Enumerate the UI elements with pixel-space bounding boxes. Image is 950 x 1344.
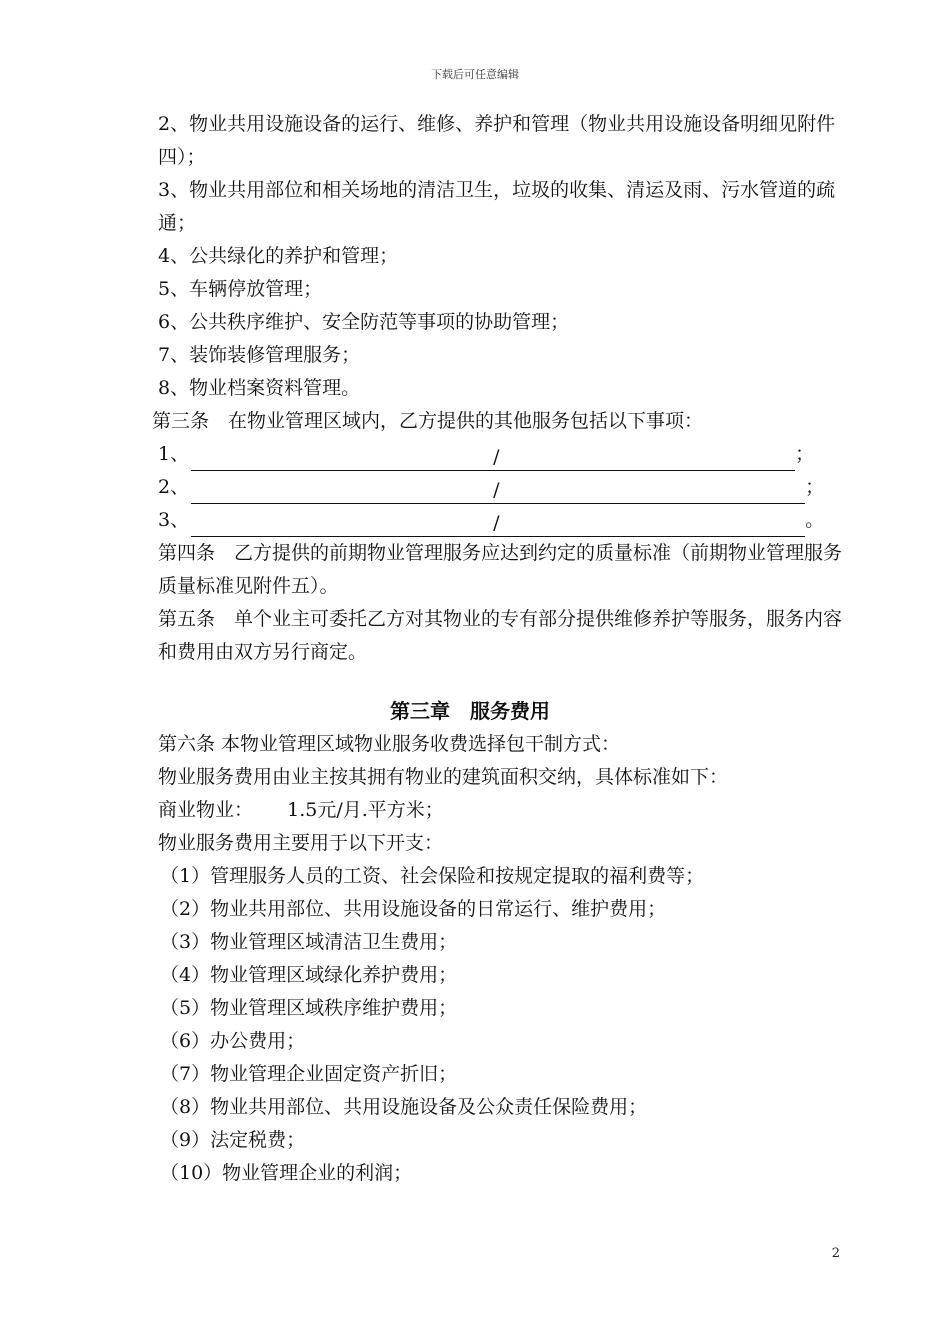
- blank-row-2-slash: /: [493, 479, 500, 501]
- expense-item-3: （3）物业管理区域清洁卫生费用；: [160, 931, 458, 953]
- expense-item-4: （4）物业管理区域绿化养护费用；: [160, 964, 458, 986]
- article-4-text: 第四条 乙方提供的前期物业管理服务应达到约定的质量标准（前期物业管理服务质量标准见附件五）。: [158, 542, 843, 597]
- commercial-rate-line: [112, 794, 842, 827]
- fee-uses-intro: 物业服务费用主要用于以下开支：: [158, 832, 444, 854]
- blank-row-1-number: 1、: [158, 443, 190, 465]
- service-item-6: 6、公共秩序维护、安全防范等事项的协助管理；: [158, 311, 570, 333]
- blank-row-3-slash: /: [493, 512, 500, 534]
- commercial-rate-value: 1.5元/月.平方米；: [287, 799, 444, 821]
- blank-row-1-slash: /: [493, 446, 500, 468]
- expense-item-2: （2）物业共用部位、共用设施设备的日常运行、维护费用；: [160, 898, 667, 920]
- article-5-text: 第五条 单个业主可委托乙方对其物业的专有部分提供维修养护等服务，服务内容和费用由双方另行商定。: [158, 608, 843, 663]
- fee-basis-text: 物业服务费用由业主按其拥有物业的建筑面积交纳，具体标准如下：: [158, 766, 729, 788]
- expense-list: [112, 860, 842, 1190]
- blank-row-3-number: 3、: [158, 509, 190, 531]
- service-item-8: 8、物业档案资料管理。: [158, 377, 361, 399]
- expense-item-5: （5）物业管理区域秩序维护费用；: [160, 997, 458, 1019]
- article-3-text: 第三条 在物业管理区域内，乙方提供的其他服务包括以下事项：: [152, 410, 704, 432]
- blank-row-3: [112, 504, 842, 537]
- expense-item-6: （6）办公费用；: [160, 1030, 306, 1052]
- expense-item-9: （9）法定税费；: [160, 1129, 306, 1151]
- page-header-note: 下载后可任意编辑: [431, 68, 519, 81]
- blank-row-1-end: ；: [795, 443, 815, 465]
- service-item-7: 7、装饰装修管理服务；: [158, 344, 361, 366]
- blank-row-2-end: ；: [805, 476, 825, 498]
- expense-item-8: （8）物业共用部位、共用设施设备及公众责任保险费用；: [160, 1096, 648, 1118]
- commercial-rate-label: 商业物业：: [158, 799, 254, 821]
- expense-item-1: （1）管理服务人员的工资、社会保险和按规定提取的福利费等；: [160, 865, 705, 887]
- service-item-4: 4、公共绿化的养护和管理；: [158, 245, 399, 267]
- expense-item-7: （7）物业管理企业固定资产折旧；: [160, 1063, 458, 1085]
- blank-row-2: [112, 471, 842, 504]
- page-number: 2: [831, 1246, 840, 1261]
- document-body: [112, 108, 842, 1190]
- article-6-text: 第六条 本物业管理区域物业服务收费选择包干制方式：: [158, 733, 621, 755]
- service-item-3: 3、物业共用部位和相关场地的清洁卫生，垃圾的收集、清运及雨、污水管道的疏通；: [158, 179, 836, 234]
- blank-row-1-field[interactable]: [191, 448, 795, 471]
- service-item-5: 5、车辆停放管理；: [158, 278, 323, 300]
- service-item-2: 2、物业共用设施设备的运行、维修、养护和管理（物业共用设施设备明细见附件四）；: [158, 113, 836, 168]
- blank-row-3-end: 。: [805, 509, 825, 531]
- blank-row-2-field[interactable]: [191, 481, 805, 504]
- blank-row-2-number: 2、: [158, 476, 190, 498]
- expense-item-10: （10）物业管理企业的利润；: [160, 1162, 413, 1184]
- chapter-3-title: 第三章 服务费用: [390, 699, 550, 723]
- blank-row-1: [112, 438, 842, 471]
- blank-row-3-field[interactable]: [191, 514, 805, 537]
